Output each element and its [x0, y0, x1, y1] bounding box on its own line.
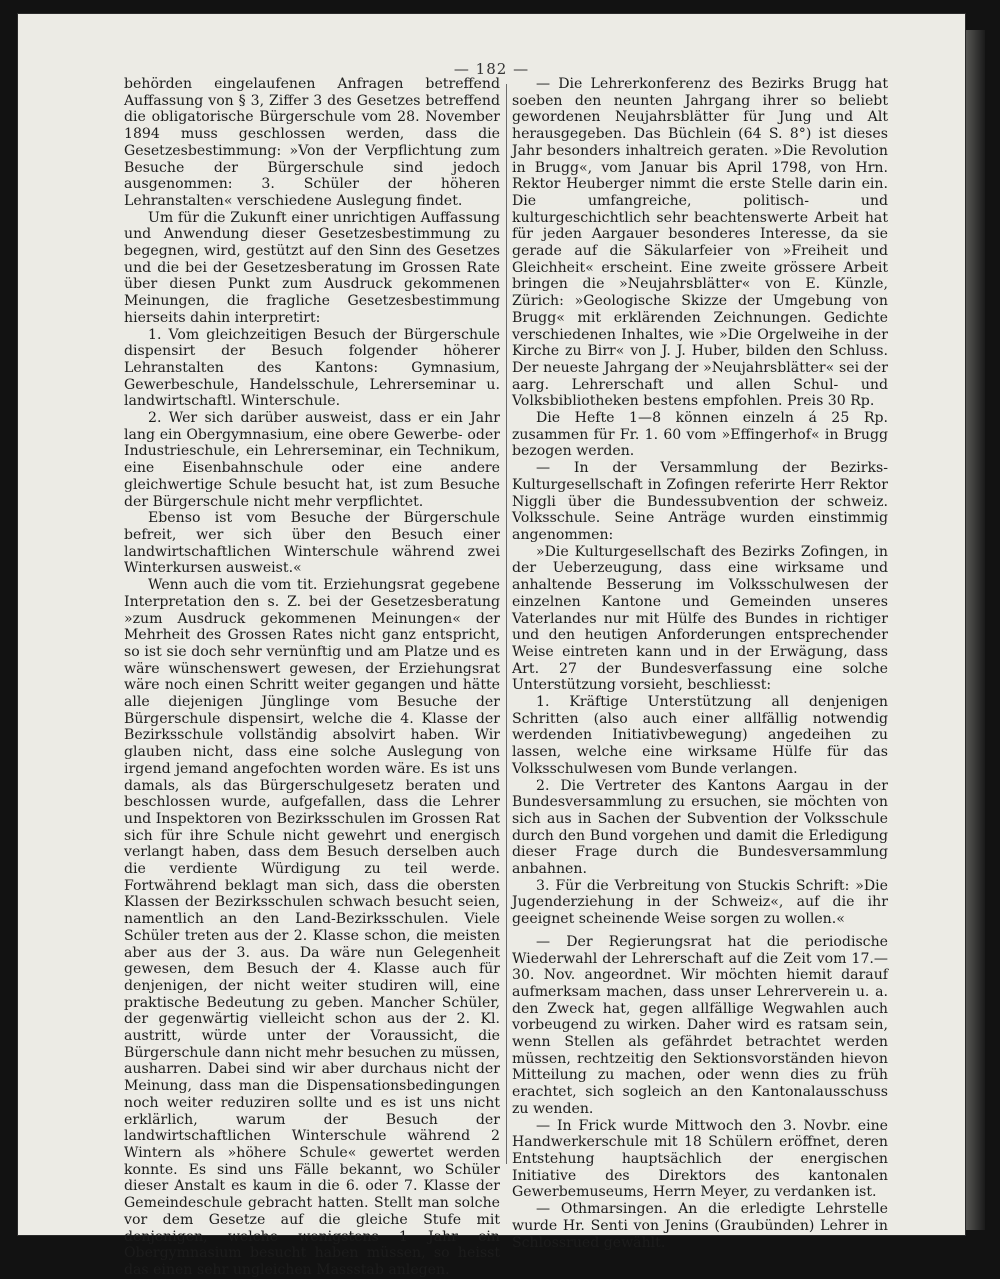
paragraph: — Der Regierungsrat hat die periodische Wiederwahl der Lehrerschaft auf die Zeit vom 17.—30. Nov. angeordnet. Wir möchten hiemit darauf aufmerksam machen, dass unser Lehrerverein u. a. den Zweck hat, gegen allfällige Wegwahlen auch vorbeugend zu wirken. Daher wird es ratsam sein, wenn Stellen als gefährdet betrachtet werden müssen, rechtzeitig den Sektionsvorständen hievon Mitteilung zu machen, oder wenn dies zu früh erachtet, sich sogleich an den Kantonalausschuss zu wenden.	[512, 933, 888, 1117]
right-column	[512, 76, 888, 1251]
paragraph: »Die Kulturgesellschaft des Bezirks Zofingen, in der Ueberzeugung, dass eine wirksame und anhaltende Besserung im Volksschulwesen der einzelnen Kantone und Gemeinden unseres Vaterlandes nur mit Hülfe des Bundes in richtiger und den heutigen Anforderungen entsprechender Weise eintreten kann und in der Erwägung, dass Art. 27 der Bundesverfassung eine solche Unterstützung vorsieht, beschliesst:	[512, 543, 888, 694]
paragraph: — Othmarsingen. An die erledigte Lehrstelle wurde Hr. Senti von Jenins (Graubünden) Lehrer in Schlossrued gewählt.	[512, 1201, 888, 1251]
paragraph: Um für die Zukunft einer unrichtigen Auffassung und Anwendung dieser Gesetzesbestimmung zu begegnen, wird, gestützt auf den Sinn des Gesetzes und die bei der Gesetzesberatung im Grossen Rate über diesen Punkt zum Ausdruck gekommenen Meinungen, die fragliche Gesetzesbestimmung hierseits dahin interpretirt:	[124, 209, 500, 326]
paragraph: 3. Für die Verbreitung von Stuckis Schrift: »Die Jugenderziehung in der Schweiz«, auf die ihr geeignet scheinende Weise sorgen zu wollen.«	[512, 877, 888, 928]
paragraph: behörden eingelaufenen Anfragen betreffend Auffassung von § 3, Ziffer 3 des Gesetzes betreffend die obligatorische Bürgerschule vom 28. November 1894 muss geschlossen werden, dass die Gesetzesbestimmung: »Von der Verpflichtung zum Besuche der Bürgerschule sind jedoch ausgenommen: 3. Schüler der höheren Lehranstalten« verschiedene Auslegung findet.	[124, 76, 500, 209]
paragraph: Ebenso ist vom Besuche der Bürgerschule befreit, wer sich über den Besuch einer landwirtschaftlichen Winterschule während zwei Winterkursen ausweist.«	[124, 510, 500, 577]
paragraph: 1. Vom gleichzeitigen Besuch der Bürgerschule dispensirt der Besuch folgender höherer Lehranstalten des Kantons: Gymnasium, Gewerbeschule, Handelsschule, Lehrerseminar u. landwirtschaftl. Winterschule.	[124, 326, 500, 410]
page-edge-shadow	[965, 30, 985, 1230]
page-number: — 182 —	[453, 60, 530, 78]
paragraph: 1. Kräftige Unterstützung all denjenigen Schritten (also auch einer allfällig notwendig werdenden Initiativbewegung) angedeihen zu lassen, welche eine wirksame Hülfe für das Volksschulwesen vom Bunde verlangen.	[512, 694, 888, 777]
column-divider	[506, 84, 507, 1164]
paragraph: Die Hefte 1—8 können einzeln á 25 Rp. zusammen für Fr. 1. 60 vom »Effingerhof« in Brugg bezogen werden.	[512, 410, 888, 460]
paragraph: — In Frick wurde Mittwoch den 3. Novbr. eine Handwerkerschule mit 18 Schülern eröffnet, deren Entstehung hauptsächlich der energischen Initiative des Direktors des kantonalen Gewerbemuseums, Herrn Meyer, zu verdanken ist.	[512, 1117, 888, 1201]
paragraph: 2. Wer sich darüber ausweist, dass er ein Jahr lang ein Obergymnasium, eine obere Gewerbe- oder Industrieschule, ein Lehrerseminar, ein Technikum, eine Eisenbahnschule oder eine andere gleichwertige Schule besucht hat, ist zum Besuche der Bürgerschule nicht mehr verpflichtet.	[124, 410, 500, 510]
paragraph: — Die Lehrerkonferenz des Bezirks Brugg hat soeben den neunten Jahrgang ihrer so beliebt gewordenen Neujahrsblätter für Jung und Alt herausgegeben. Das Büchlein (64 S. 8°) ist dieses Jahr besonders inhaltreich geraten. »Die Revolution in Brugg«, vom Januar bis April 1798, von Hrn. Rektor Heuberger nimmt die erste Stelle darin ein. Die umfangreiche, politisch- und kulturgeschichtlich sehr beachtenswerte Arbeit hat für jeden Aargauer besonderes Interesse, da sie gerade auf die Säkularfeier von »Freiheit und Gleichheit« erscheint. Eine zweite grössere Arbeit bringen die »Neujahrsblätter« von E. Künzle, Zürich: »Geologische Skizze der Umgebung von Brugg« mit erklärenden Zeichnungen. Gedichte verschiedenen Inhaltes, wie »Die Orgelweihe in der Kirche zu Birr« von J. J. Huber, bilden den Schluss. Der neueste Jahrgang der »Neujahrsblätter« sei der aarg. Lehrerschaft und allen Schul- und Volksbibliotheken bestens empfohlen. Preis 30 Rp.	[512, 76, 888, 410]
paragraph: Wenn auch die vom tit. Erziehungsrat gegebene Interpretation den s. Z. bei der Gesetzesberatung »zum Ausdruck gekommenen Meinungen« der Mehrheit des Grossen Rates nicht ganz entspricht, so ist sie doch sehr vernünftig und am Platze und es wäre wünschenswert gewesen, der Erziehungsrat wäre noch einen Schritt weiter gegangen und hätte alle diejenigen Jünglinge vom Besuche der Bürgerschule dispensirt, welche die 4. Klasse der Bezirksschule vollständig absolvirt haben. Wir glauben nicht, dass eine solche Auslegung von irgend jemand angefochten worden wäre. Es ist uns damals, als das Bürgerschulgesetz beraten und beschlossen wurde, aufgefallen, dass die Lehrer und Inspektoren von Bezirksschulen im Grossen Rat sich für ihre Schule nicht gewehrt und energisch verlangt haben, dass dem Besuch derselben auch die verdiente Würdigung zu teil werde. Fortwährend beklagt man sich, dass die obersten Klassen der Bezirksschulen schwach besucht seien, namentlich an den Land-Bezirksschulen. Viele Schüler treten aus der 2. Klasse schon, die meisten aber aus der 3. aus. Da wäre nun Gelegenheit gewesen, dem Besuch der 4. Klasse auch für denjenigen, der nicht weiter studiren will, eine praktische Bedeutung zu geben. Mancher Schüler, der gegenwärtig vielleicht schon aus der 2. Kl. austritt, würde unter der Voraussicht, die Bürgerschule dann nicht mehr besuchen zu müssen, ausharren. Dabei sind wir aber durchaus nicht der Meinung, dass man die Dispensationsbedingungen noch weiter reduziren sollte und es ist uns nicht erklärlich, warum der Besuch der landwirtschaftlichen Winterschule während 2 Wintern als »höhere Schule« gewertet werden konnte. Es sind uns Fälle bekannt, wo Schüler dieser Anstalt es kaum in die 6. oder 7. Klasse der Gemeindeschule gebracht hatten. Stellt man solche vor dem Gesetze auf die gleiche Stufe mit denjenigen, welche wenigstens 1 Jahr ein Obergymnasium besucht haben müssen, so heisst das einen sehr ungleichen Massstab anlegen.	[124, 577, 500, 1278]
paragraph: — In der Versammlung der Bezirks-Kulturgesellschaft in Zofingen referirte Herr Rektor Niggli über die Bundessubvention der schweiz. Volksschule. Seine Anträge wurden einstimmig angenommen:	[512, 460, 888, 543]
paragraph: 2. Die Vertreter des Kantons Aargau in der Bundesversammlung zu ersuchen, sie möchten von sich aus in Sachen der Subvention der Volksschule durch den Bund vorgehen und damit die Erledigung dieser Frage durch die Bundesversammlung anbahnen.	[512, 777, 888, 878]
left-column	[124, 76, 500, 1279]
